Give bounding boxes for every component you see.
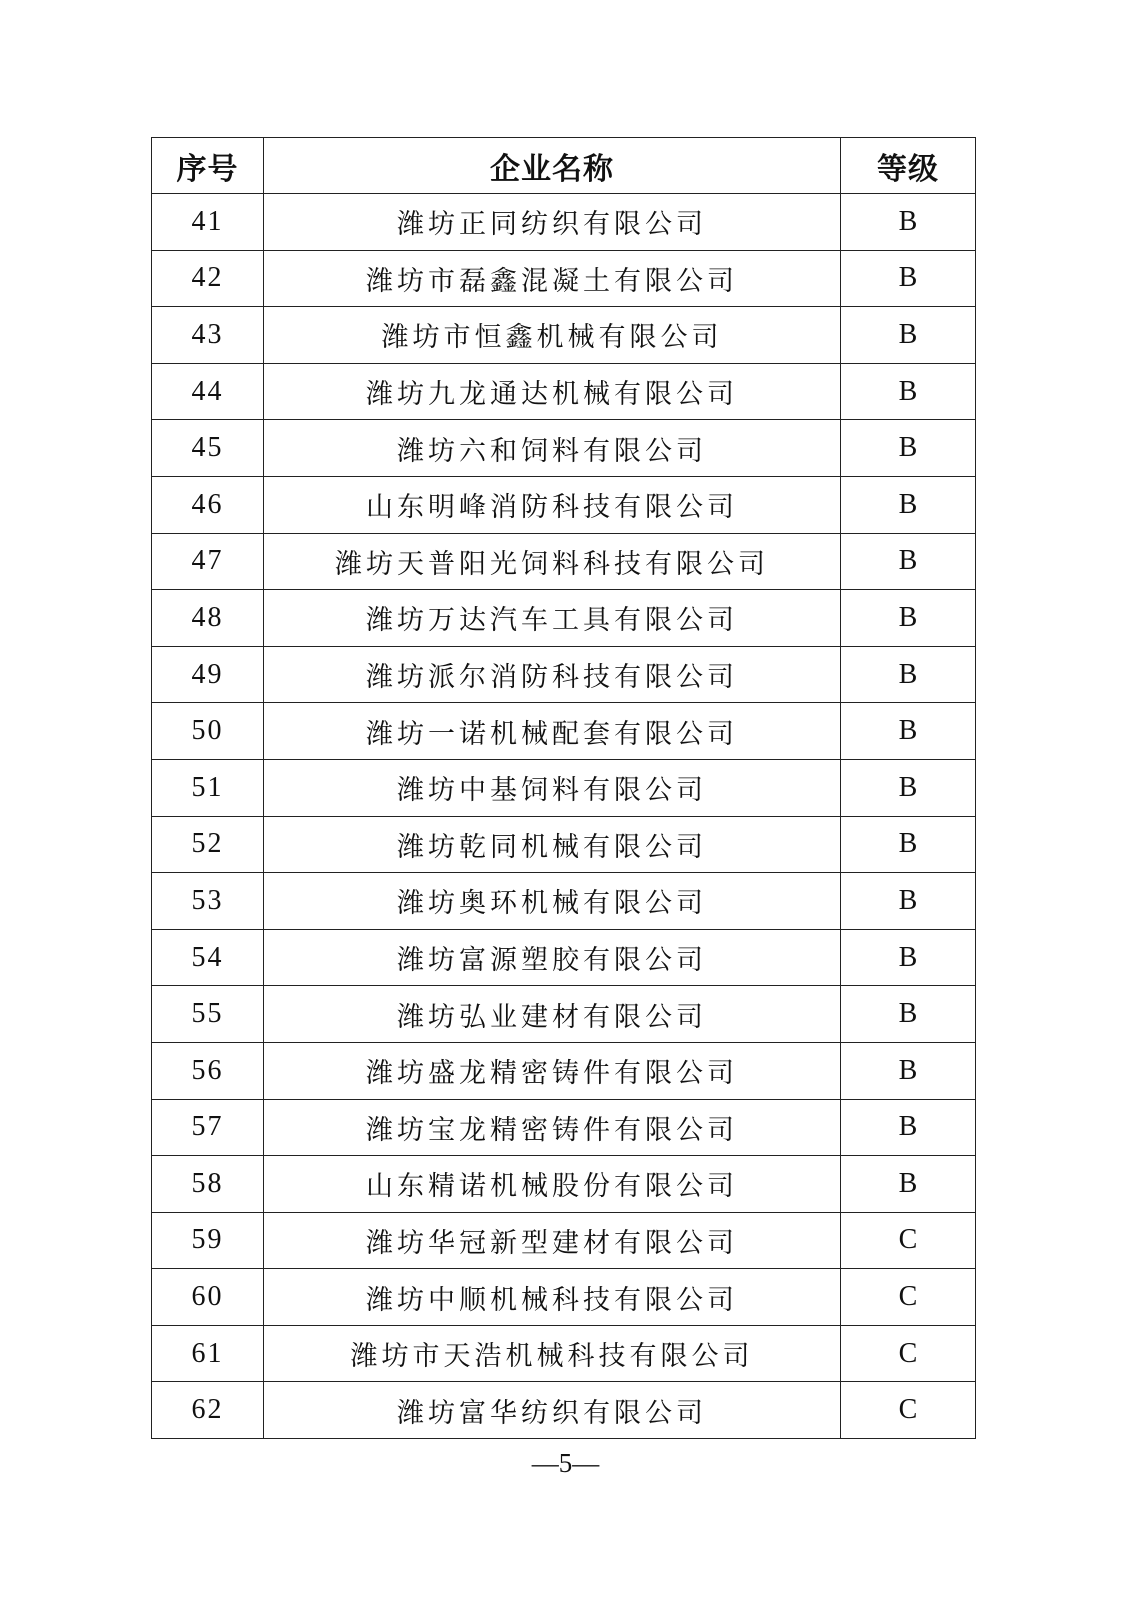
table-row: [152, 1212, 976, 1269]
table-row: [152, 646, 976, 703]
enterprise-name-cell: 潍坊市磊鑫混凝土有限公司: [264, 250, 841, 307]
serial-number-cell: 58: [152, 1156, 264, 1213]
enterprise-name-cell: 潍坊万达汽车工具有限公司: [264, 590, 841, 647]
grade-cell: B: [841, 816, 976, 873]
enterprise-name-cell: 潍坊富华纺织有限公司: [264, 1382, 841, 1439]
grade-cell: B: [841, 307, 976, 364]
table-row: [152, 816, 976, 873]
table-row: [152, 1156, 976, 1213]
serial-number-cell: 61: [152, 1325, 264, 1382]
header-grade: 等级: [841, 138, 976, 194]
table-row: [152, 250, 976, 307]
grade-cell: C: [841, 1212, 976, 1269]
table-row: [152, 1042, 976, 1099]
header-enterprise-name: 企业名称: [264, 138, 841, 194]
grade-cell: B: [841, 759, 976, 816]
enterprise-name-cell: 潍坊宝龙精密铸件有限公司: [264, 1099, 841, 1156]
serial-number-cell: 54: [152, 929, 264, 986]
table-row: [152, 194, 976, 251]
grade-cell: B: [841, 646, 976, 703]
enterprise-name-cell: 潍坊中基饲料有限公司: [264, 759, 841, 816]
table-row: [152, 1382, 976, 1439]
enterprise-name-cell: 潍坊一诺机械配套有限公司: [264, 703, 841, 760]
serial-number-cell: 56: [152, 1042, 264, 1099]
grade-cell: B: [841, 590, 976, 647]
table-row: [152, 307, 976, 364]
enterprise-name-cell: 潍坊市天浩机械科技有限公司: [264, 1325, 841, 1382]
serial-number-cell: 57: [152, 1099, 264, 1156]
grade-cell: B: [841, 1042, 976, 1099]
table-row: [152, 1269, 976, 1326]
serial-number-cell: 59: [152, 1212, 264, 1269]
serial-number-cell: 55: [152, 986, 264, 1043]
serial-number-cell: 51: [152, 759, 264, 816]
enterprise-name-cell: 潍坊天普阳光饲料科技有限公司: [264, 533, 841, 590]
table-header-row: [152, 138, 976, 194]
table-row: [152, 590, 976, 647]
grade-cell: B: [841, 929, 976, 986]
serial-number-cell: 52: [152, 816, 264, 873]
serial-number-cell: 48: [152, 590, 264, 647]
enterprise-name-cell: 潍坊乾同机械有限公司: [264, 816, 841, 873]
enterprise-name-cell: 潍坊奥环机械有限公司: [264, 873, 841, 930]
table-row: [152, 1325, 976, 1382]
table-row: [152, 533, 976, 590]
table-row: [152, 986, 976, 1043]
enterprise-name-cell: 潍坊派尔消防科技有限公司: [264, 646, 841, 703]
serial-number-cell: 50: [152, 703, 264, 760]
grade-cell: B: [841, 420, 976, 477]
enterprise-name-cell: 潍坊盛龙精密铸件有限公司: [264, 1042, 841, 1099]
enterprise-name-cell: 山东精诺机械股份有限公司: [264, 1156, 841, 1213]
enterprise-name-cell: 潍坊正同纺织有限公司: [264, 194, 841, 251]
grade-cell: C: [841, 1382, 976, 1439]
serial-number-cell: 62: [152, 1382, 264, 1439]
table-body: [152, 194, 976, 1439]
enterprise-name-cell: 潍坊市恒鑫机械有限公司: [264, 307, 841, 364]
enterprise-name-cell: 潍坊弘业建材有限公司: [264, 986, 841, 1043]
enterprise-name-cell: 潍坊华冠新型建材有限公司: [264, 1212, 841, 1269]
grade-cell: B: [841, 250, 976, 307]
table-row: [152, 363, 976, 420]
table-row: [152, 420, 976, 477]
grade-cell: B: [841, 703, 976, 760]
enterprise-name-cell: 潍坊九龙通达机械有限公司: [264, 363, 841, 420]
enterprise-name-cell: 潍坊富源塑胶有限公司: [264, 929, 841, 986]
grade-cell: C: [841, 1325, 976, 1382]
table-row: [152, 873, 976, 930]
table-row: [152, 759, 976, 816]
grade-cell: B: [841, 533, 976, 590]
table-row: [152, 929, 976, 986]
serial-number-cell: 46: [152, 476, 264, 533]
grade-cell: B: [841, 986, 976, 1043]
table-row: [152, 703, 976, 760]
enterprise-name-cell: 山东明峰消防科技有限公司: [264, 476, 841, 533]
table-row: [152, 476, 976, 533]
page-number: —5—: [531, 1448, 600, 1478]
serial-number-cell: 45: [152, 420, 264, 477]
grade-cell: B: [841, 476, 976, 533]
serial-number-cell: 41: [152, 194, 264, 251]
serial-number-cell: 43: [152, 307, 264, 364]
serial-number-cell: 44: [152, 363, 264, 420]
enterprise-table-container: [151, 137, 975, 1439]
serial-number-cell: 47: [152, 533, 264, 590]
serial-number-cell: 49: [152, 646, 264, 703]
enterprise-grade-table: [151, 137, 976, 1439]
grade-cell: B: [841, 1099, 976, 1156]
enterprise-name-cell: 潍坊中顺机械科技有限公司: [264, 1269, 841, 1326]
grade-cell: B: [841, 873, 976, 930]
serial-number-cell: 42: [152, 250, 264, 307]
grade-cell: B: [841, 194, 976, 251]
grade-cell: B: [841, 363, 976, 420]
serial-number-cell: 53: [152, 873, 264, 930]
enterprise-name-cell: 潍坊六和饲料有限公司: [264, 420, 841, 477]
grade-cell: B: [841, 1156, 976, 1213]
table-row: [152, 1099, 976, 1156]
grade-cell: C: [841, 1269, 976, 1326]
header-serial-number: 序号: [152, 138, 264, 194]
serial-number-cell: 60: [152, 1269, 264, 1326]
